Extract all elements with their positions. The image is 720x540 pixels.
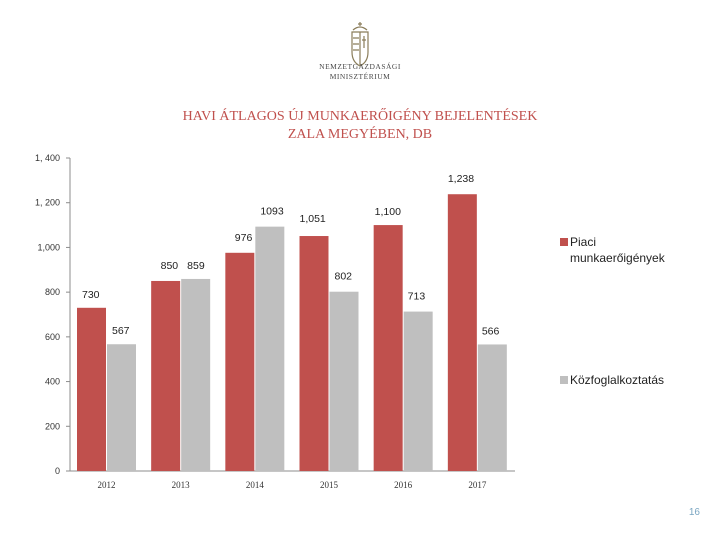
legend-label-series-1: Piaci munkaerőigények: [570, 235, 665, 265]
y-tick-label: 1, 200: [34, 197, 60, 208]
legend-swatch-series-1: [560, 238, 568, 246]
y-tick-label: 400: [44, 376, 60, 387]
data-label-series-1: 1,238: [447, 173, 475, 186]
data-label-series-2: 567: [112, 325, 130, 338]
x-tick-label: 2013: [171, 480, 190, 490]
data-label-series-2: 802: [334, 270, 353, 283]
y-tick-label: 1,000: [37, 242, 60, 253]
page-number: 16: [688, 507, 700, 518]
chart-data-labels: [82, 173, 500, 490]
bar-series-1: [77, 308, 106, 471]
bar-series-1: [448, 194, 477, 471]
y-tick-label: 600: [44, 331, 60, 342]
bar-series-1: [374, 225, 403, 471]
legend-label-series-2: Közfoglalkoztatás: [570, 373, 665, 387]
data-label-series-1: 730: [82, 288, 100, 301]
bar-series-1: [300, 236, 329, 471]
ministry-name-line1: NEMZETGAZDASÁGI: [319, 62, 401, 71]
data-label-series-1: 1,100: [374, 206, 401, 219]
data-label-series-1: 850: [160, 259, 179, 272]
data-label-series-1: 976: [234, 231, 253, 244]
data-label-series-1: 1,051: [299, 213, 326, 226]
bar-series-1: [151, 281, 180, 471]
data-label-series-2: 713: [407, 290, 426, 303]
x-tick-label: 2012: [97, 480, 116, 490]
x-tick-label: 2015: [320, 480, 338, 490]
bar-series-2: [255, 227, 284, 471]
bar-series-2: [330, 292, 359, 471]
x-tick-label: 2016: [394, 480, 413, 490]
chart-title-line2: ZALA MEGYÉBEN, DB: [287, 127, 433, 142]
chart-bars: [77, 194, 507, 471]
y-tick-label: 200: [44, 421, 60, 432]
bar-series-1: [225, 253, 254, 471]
y-tick-label: 0: [54, 466, 60, 476]
x-tick-label: 2014: [245, 480, 264, 490]
data-label-series-2: 859: [187, 259, 205, 272]
bar-series-2: [404, 312, 433, 471]
data-label-series-2: 1093: [260, 205, 284, 218]
bar-series-2: [107, 344, 136, 471]
legend-swatch-series-2: [560, 376, 568, 384]
ministry-name-line2: MINISZTÉRIUM: [329, 72, 391, 81]
bar-series-2: [478, 344, 507, 471]
y-tick-label: 1, 400: [34, 153, 60, 163]
x-tick-label: 2017: [468, 480, 487, 490]
data-label-series-2: 566: [481, 325, 500, 338]
bar-series-2: [181, 279, 210, 471]
chart-title-line1: HAVI ÁTLAGOS ÚJ MUNKAERŐIGÉNY BEJELENTÉSEK: [182, 109, 538, 124]
y-tick-label: 800: [44, 287, 60, 298]
